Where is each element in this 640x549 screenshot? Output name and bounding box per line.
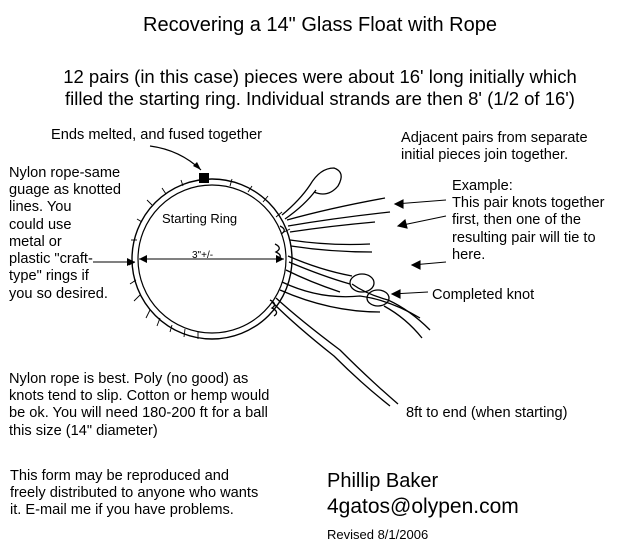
note-line: knots tend to slip. Cotton or hemp would — [9, 388, 270, 405]
rope-strands — [270, 168, 430, 406]
note-line: Adjacent pairs from separate — [401, 130, 588, 146]
fused-ends-mark — [199, 173, 209, 183]
starting-ring-label: Starting Ring — [162, 211, 238, 226]
note-line: Nylon rope-same — [9, 165, 121, 181]
note-line: plastic "craft- — [9, 251, 93, 268]
example-note — [452, 178, 605, 264]
nylon-rope-ring-note — [9, 165, 121, 303]
note-line: metal or — [9, 233, 62, 250]
note-line: freely distributed to anyone who wants — [10, 485, 259, 502]
intro-line-2: filled the starting ring. Individual strands are then 8' (1/2 of 16') — [65, 88, 575, 110]
note-line: initial pieces join together. — [401, 147, 569, 164]
note-line: here. — [452, 246, 486, 263]
ring-diameter-label: 3"+/- — [192, 250, 214, 261]
annotation-arrows — [392, 200, 446, 298]
revision-date: Revised 8/1/2006 — [327, 527, 429, 542]
note-line: you so desired. — [9, 285, 108, 302]
adjacent-pairs-note — [401, 130, 588, 164]
note-line: be ok. You will need 180-200 ft for a ball — [9, 405, 268, 422]
note-line: resulting pair will tie to — [452, 229, 596, 246]
note-line: Example: — [452, 178, 513, 194]
page-title: Recovering a 14" Glass Float with Rope — [143, 14, 497, 36]
eight-ft-label: 8ft to end (when starting) — [406, 405, 568, 421]
note-line: type" rings if — [9, 268, 89, 285]
form-distribution-note — [10, 468, 258, 520]
author-name: Phillip Baker — [327, 470, 439, 492]
note-line: Nylon rope is best. Poly (no good) as — [9, 371, 249, 387]
nylon-best-note — [9, 371, 269, 440]
note-line: it. E-mail me if you have problems. — [10, 502, 234, 519]
author-email: 4gatos@olypen.com — [327, 495, 519, 518]
note-line: This pair knots together — [452, 195, 605, 212]
note-line: lines. You — [9, 199, 72, 216]
note-line: guage as knotted — [9, 182, 121, 199]
note-line: could use — [9, 216, 72, 233]
note-line: This form may be reproduced and — [10, 468, 230, 484]
note-line: first, then one of the — [452, 212, 581, 229]
completed-knot-label: Completed knot — [432, 287, 535, 303]
intro-line-1: 12 pairs (in this case) pieces were about 16' long initially which — [63, 66, 577, 87]
note-line: this size (14" diameter) — [9, 422, 158, 439]
ends-melted-label: Ends melted, and fused together — [51, 127, 262, 143]
